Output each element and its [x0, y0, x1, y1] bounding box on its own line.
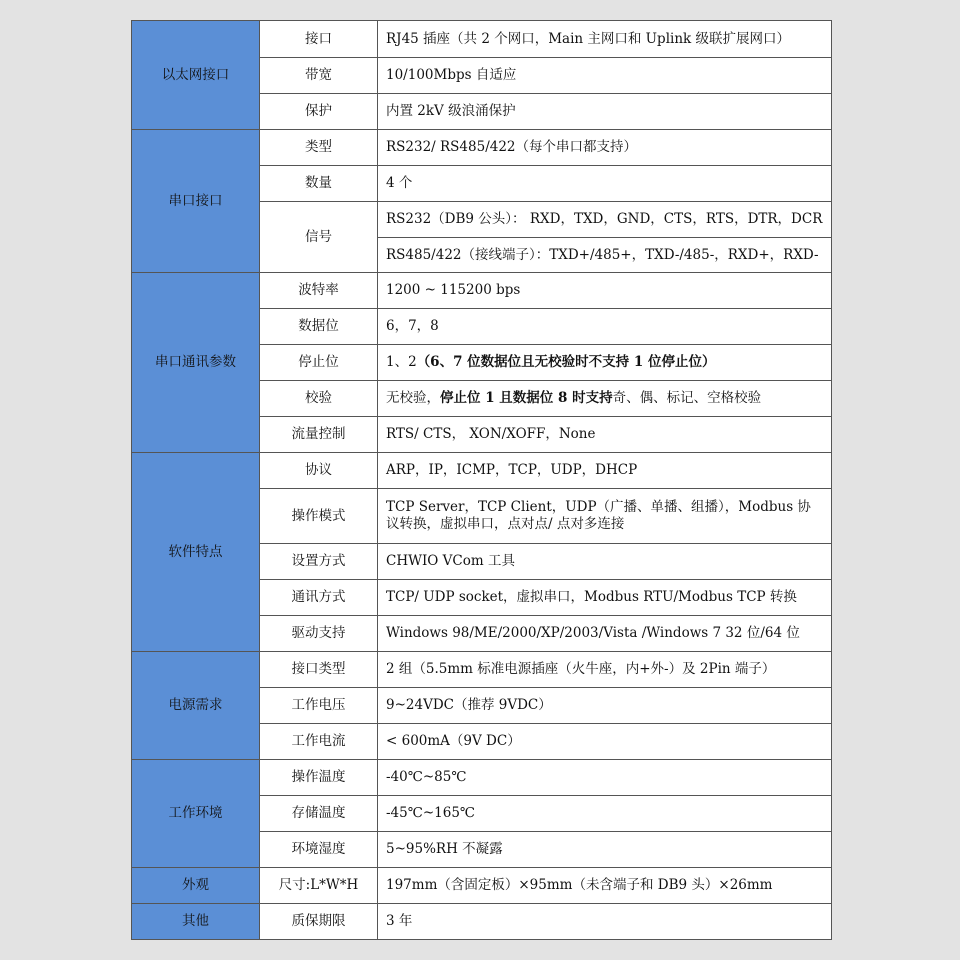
value-cell: 197mm（含固定板）×95mm（未含端子和 DB9 头）×26mm — [378, 868, 832, 904]
label-cell: 尺寸:L*W*H — [260, 868, 378, 904]
value-cell: 9~24VDC（推荐 9VDC） — [378, 688, 832, 724]
value-cell: < 600mA（9V DC） — [378, 724, 832, 760]
value-cell: 1200 ~ 115200 bps — [378, 273, 832, 309]
label-cell: 环境湿度 — [260, 832, 378, 868]
value-cell: RTS/ CTS， XON/XOFF，None — [378, 417, 832, 453]
value-text: 1、2 — [386, 354, 417, 370]
value-text: 奇、偶、标记、空格校验 — [612, 390, 762, 406]
value-cell — [378, 345, 832, 381]
label-cell: 工作电流 — [260, 724, 378, 760]
label-cell: 通讯方式 — [260, 580, 378, 616]
label-cell: 设置方式 — [260, 544, 378, 580]
label-cell: 数据位 — [260, 309, 378, 345]
label-cell: 驱动支持 — [260, 616, 378, 652]
label-cell: 存储温度 — [260, 796, 378, 832]
value-cell: RS232（DB9 公头）： RXD，TXD，GND，CTS，RTS，DTR，DCR — [378, 202, 832, 238]
table-row — [132, 868, 832, 904]
value-cell: RS232/ RS485/422（每个串口都支持） — [378, 130, 832, 166]
table-row — [132, 904, 832, 940]
category-cell: 串口接口 — [132, 130, 260, 273]
value-cell: RS485/422（接线端子）：TXD+/485+，TXD-/485-，RXD+，RXD- — [378, 238, 832, 273]
value-cell: 6，7，8 — [378, 309, 832, 345]
table-row — [132, 21, 832, 58]
label-cell: 流量控制 — [260, 417, 378, 453]
label-cell: 校验 — [260, 381, 378, 417]
value-cell: 2 组（5.5mm 标准电源插座（火牛座，内+外-）及 2Pin 端子） — [378, 652, 832, 688]
label-cell: 数量 — [260, 166, 378, 202]
value-cell: -45℃~165℃ — [378, 796, 832, 832]
value-cell: Windows 98/ME/2000/XP/2003/Vista /Windows 7 32 位/64 位 — [378, 616, 832, 652]
table-row — [132, 652, 832, 688]
category-cell: 串口通讯参数 — [132, 273, 260, 453]
label-cell: 操作温度 — [260, 760, 378, 796]
table-row — [132, 453, 832, 489]
label-cell: 保护 — [260, 94, 378, 130]
value-cell: 4 个 — [378, 166, 832, 202]
label-cell: 类型 — [260, 130, 378, 166]
label-cell: 信号 — [260, 202, 378, 273]
label-cell: 接口类型 — [260, 652, 378, 688]
category-cell: 电源需求 — [132, 652, 260, 760]
table-row — [132, 273, 832, 309]
table-row — [132, 130, 832, 166]
category-cell: 工作环境 — [132, 760, 260, 868]
category-cell: 软件特点 — [132, 453, 260, 652]
value-text: 无校验， — [386, 390, 440, 406]
label-cell: 波特率 — [260, 273, 378, 309]
label-cell: 质保期限 — [260, 904, 378, 940]
category-cell: 其他 — [132, 904, 260, 940]
value-cell: -40℃~85℃ — [378, 760, 832, 796]
value-cell: TCP/ UDP socket，虚拟串口，Modbus RTU/Modbus TCP 转换 — [378, 580, 832, 616]
table-row — [132, 760, 832, 796]
value-cell: 3 年 — [378, 904, 832, 940]
category-cell: 以太网接口 — [132, 21, 260, 130]
label-cell: 带宽 — [260, 58, 378, 94]
category-cell: 外观 — [132, 868, 260, 904]
label-cell: 停止位 — [260, 345, 378, 381]
value-text-bold: （6、7 位数据位且无校验时不支持 1 位停止位） — [416, 354, 716, 370]
label-cell: 工作电压 — [260, 688, 378, 724]
spec-table — [131, 20, 832, 940]
label-cell: 协议 — [260, 453, 378, 489]
value-text-bold: 停止位 1 且数据位 8 时支持 — [440, 390, 613, 406]
value-cell: 5~95%RH 不凝露 — [378, 832, 832, 868]
value-cell: CHWIO VCom 工具 — [378, 544, 832, 580]
value-cell — [378, 381, 832, 417]
label-cell: 操作模式 — [260, 489, 378, 544]
value-cell: TCP Server，TCP Client，UDP（广播、单播、组播），Modbus 协议转换，虚拟串口，点对点/ 点对多连接 — [378, 489, 832, 544]
value-cell: ARP，IP，ICMP，TCP，UDP，DHCP — [378, 453, 832, 489]
value-cell: 10/100Mbps 自适应 — [378, 58, 832, 94]
label-cell: 接口 — [260, 21, 378, 58]
value-cell: RJ45 插座（共 2 个网口，Main 主网口和 Uplink 级联扩展网口） — [378, 21, 832, 58]
value-cell: 内置 2kV 级浪涌保护 — [378, 94, 832, 130]
